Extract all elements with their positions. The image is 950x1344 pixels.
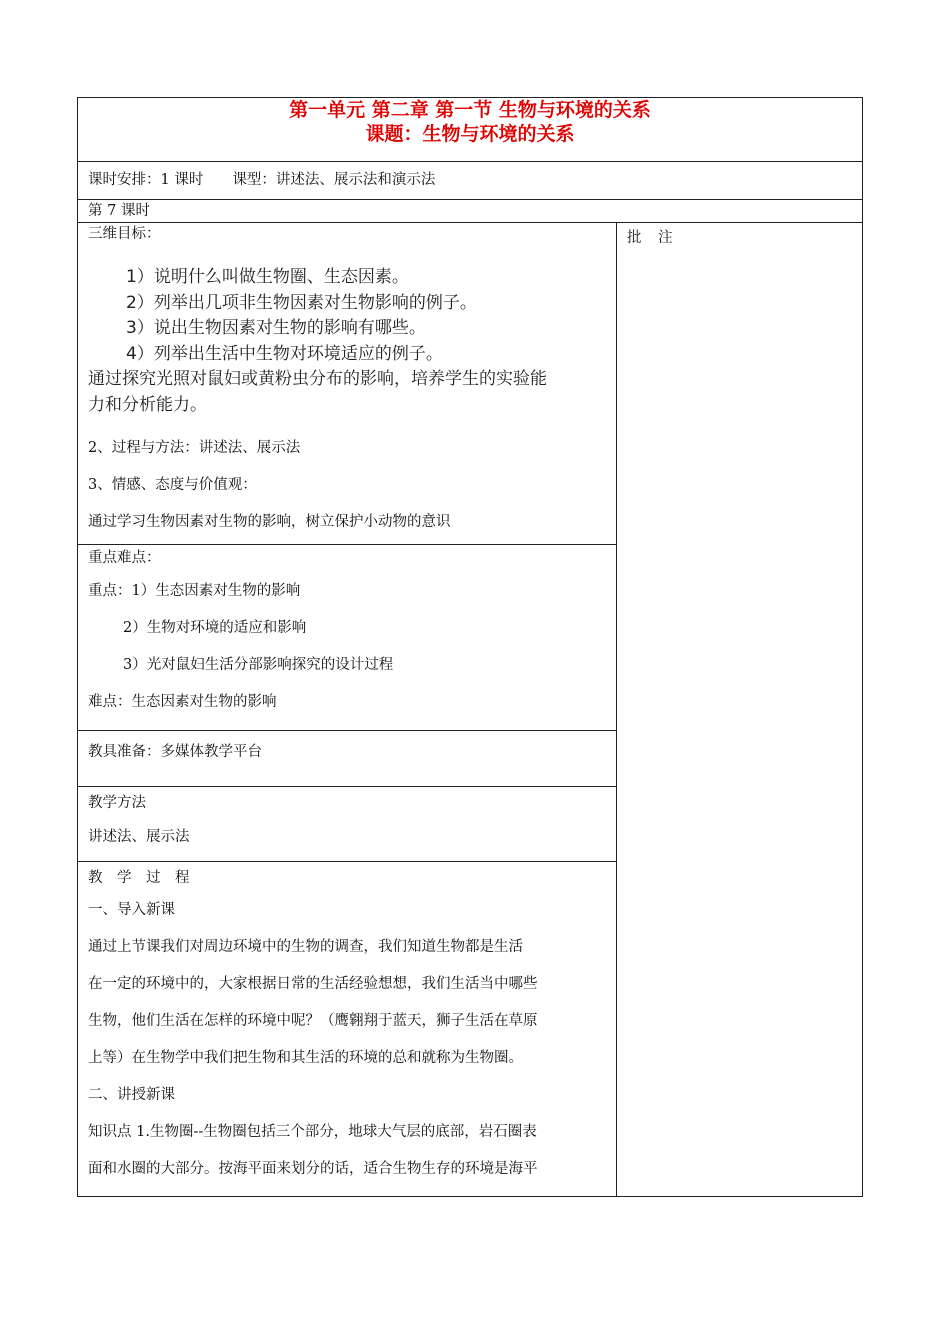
body-line: 通过上节课我们对周边环境中的生物的调查，我们知道生物都是生活: [88, 939, 523, 955]
title-cell: [78, 98, 863, 162]
lesson-plan-document: [77, 97, 862, 1197]
key-point: 重点：1）生态因素对生物的影响: [88, 583, 301, 599]
tools-text: 教具准备：多媒体教学平台: [88, 744, 262, 760]
goal-item: 4）列举出生活中生物对环境适应的例子。: [126, 343, 443, 364]
method-heading: 教学方法: [88, 795, 146, 811]
lesson-plan-table: [77, 97, 863, 1197]
lesson-title: 课题：生物与环境的关系: [365, 123, 575, 145]
schedule-row: [78, 162, 863, 200]
goals-cell: [78, 223, 617, 545]
process-cell: [78, 862, 617, 1197]
period-text: 第 7 课时: [88, 203, 150, 219]
ability-line: 力和分析能力。: [88, 394, 207, 415]
notes-heading: 批 注: [627, 230, 679, 246]
chapter-title: 第一单元 第二章 第一节 生物与环境的关系: [289, 99, 651, 121]
key-point: 3）光对鼠妇生活分部影响探究的设计过程: [123, 657, 394, 673]
body-line: 生物，他们生活在怎样的环境中呢？（鹰翱翔于蓝天，狮子生活在草原: [88, 1013, 538, 1029]
body-line: 知识点 1.生物圈--生物圈包括三个部分，地球大气层的底部，岩石圈表: [88, 1124, 537, 1140]
body-line: 在一定的环境中的，大家根据日常的生活经验想想，我们生活当中哪些: [88, 976, 538, 992]
tools-cell: [78, 731, 617, 787]
method-cell: [78, 787, 617, 862]
body-line: 面和水圈的大部分。按海平面来划分的话，适合生物生存的环境是海平: [88, 1161, 538, 1177]
goals-row: [78, 223, 863, 545]
section-heading: 二、讲授新课: [88, 1087, 175, 1103]
key-points-cell: [78, 545, 617, 731]
process-goal: 2、过程与方法：讲述法、展示法: [88, 440, 301, 456]
emotion-text: 通过学习生物因素对生物的影响，树立保护小动物的意识: [88, 514, 451, 530]
key-points-heading: 重点难点：: [88, 550, 161, 566]
ability-line: 通过探究光照对鼠妇或黄粉虫分布的影响，培养学生的实验能: [88, 369, 547, 389]
goals-image-text: [88, 265, 606, 418]
difficulty-point: 难点：生态因素对生物的影响: [88, 694, 277, 710]
key-point: 2）生物对环境的适应和影响: [123, 620, 307, 636]
notes-column: [617, 223, 863, 1197]
goals-heading: 三维目标：: [88, 226, 161, 242]
body-line: 上等）在生物学中我们把生物和其生活的环境的总和就称为生物圈。: [88, 1050, 523, 1066]
goal-item: 2）列举出几项非生物因素对生物影响的例子。: [126, 292, 477, 313]
goal-item: 3）说出生物因素对生物的影响有哪些。: [126, 318, 426, 338]
title-row: [78, 98, 863, 162]
emotion-goal: 3、情感、态度与价值观：: [88, 477, 257, 493]
period-row: [78, 200, 863, 223]
process-heading: 教 学 过 程: [88, 870, 190, 886]
method-text: 讲述法、展示法: [88, 829, 190, 845]
goal-item: 1）说明什么叫做生物圈、生态因素。: [126, 267, 409, 287]
section-heading: 一、导入新课: [88, 902, 175, 918]
schedule-text: 课时安排：1 课时 课型：讲述法、展示法和演示法: [88, 172, 436, 188]
